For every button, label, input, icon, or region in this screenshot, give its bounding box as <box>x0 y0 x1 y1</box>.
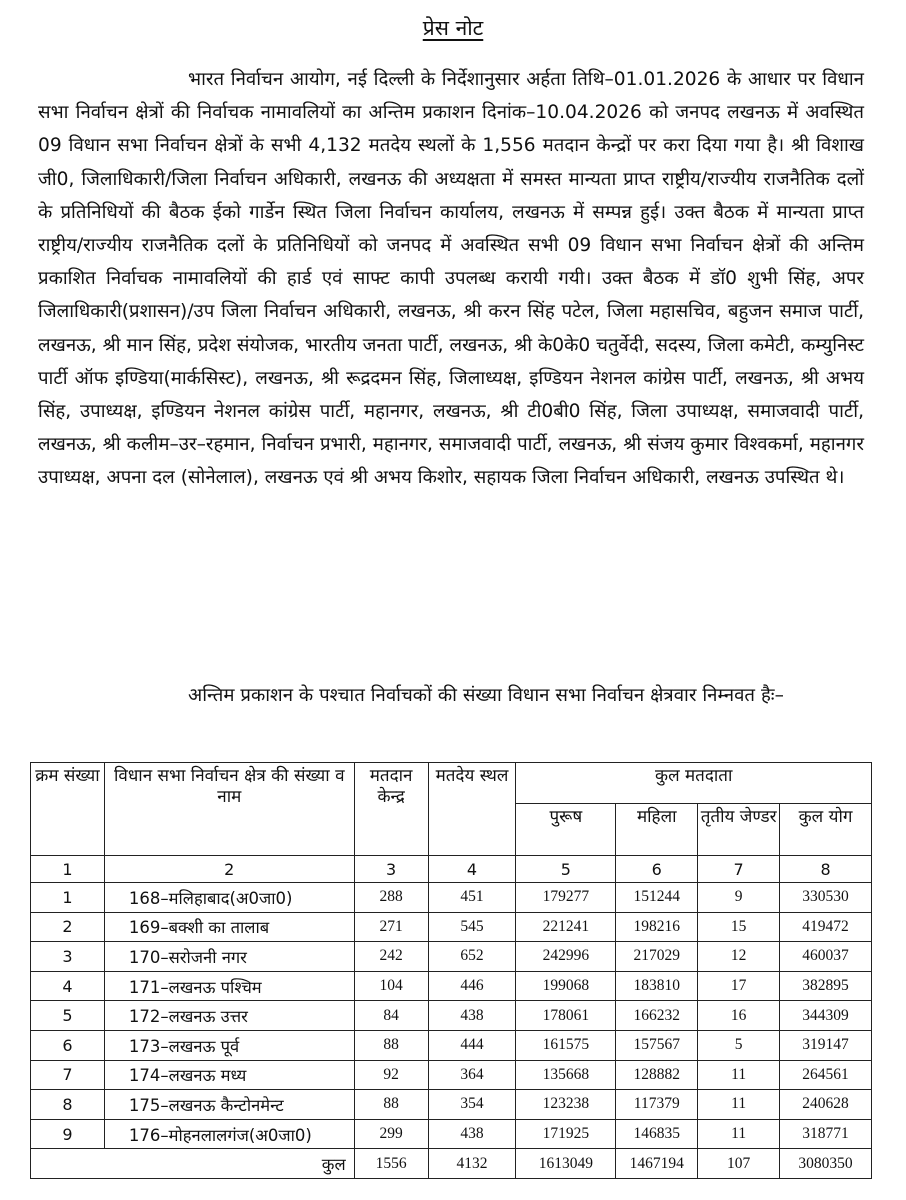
header-grand-total: कुल योग <box>780 804 872 856</box>
cell-female: 146835 <box>616 1119 698 1149</box>
total-female: 1467194 <box>616 1149 698 1179</box>
cell-total: 264561 <box>780 1060 872 1090</box>
column-number: 6 <box>616 856 698 883</box>
cell-total: 382895 <box>780 971 872 1001</box>
cell-female: 157567 <box>616 1030 698 1060</box>
cell-constituency: 173–लखनऊ पूर्व <box>104 1030 354 1060</box>
cell-stations: 652 <box>428 942 516 972</box>
cell-constituency: 168–मलिहाबाद(अ0जा0) <box>104 883 354 913</box>
totals-row <box>31 1149 872 1179</box>
cell-stations: 354 <box>428 1090 516 1120</box>
header-polling-centres: मतदान केन्द्र <box>354 763 428 856</box>
totals-label: कुल <box>31 1149 355 1179</box>
cell-serial: 8 <box>31 1090 105 1120</box>
cell-serial: 1 <box>31 883 105 913</box>
header-serial: क्रम संख्या <box>31 763 105 856</box>
cell-constituency: 172–लखनऊ उत्तर <box>104 1001 354 1031</box>
total-stations: 4132 <box>428 1149 516 1179</box>
column-number: 4 <box>428 856 516 883</box>
cell-constituency: 174–लखनऊ मध्य <box>104 1060 354 1090</box>
cell-male: 135668 <box>516 1060 616 1090</box>
cell-stations: 451 <box>428 883 516 913</box>
cell-male: 123238 <box>516 1090 616 1120</box>
cell-total: 240628 <box>780 1090 872 1120</box>
table-row <box>31 1060 872 1090</box>
cell-male: 242996 <box>516 942 616 972</box>
cell-female: 217029 <box>616 942 698 972</box>
table-row <box>31 1090 872 1120</box>
header-constituency: विधान सभा निर्वाचन क्षेत्र की संख्या व नाम <box>104 763 354 856</box>
total-male: 1613049 <box>516 1149 616 1179</box>
main-paragraph: भारत निर्वाचन आयोग, नई दिल्ली के निर्देशानुसार अर्हता तिथि–01.01.2026 के आधार पर विधान सभा निर्वाचन क्षेत्रों की निर्वाचक नामावलियों का अन्तिम प्रकाशन दिनांक–10.04.2026 को जनपद लखनऊ में अवस्थित 09 विधान सभा निर्वाचन क्षेत्रों के सभी 4,132 मतदेय स्थलों के 1,556 मतदान केन्द्रों पर करा दिया गया है। श्री विशाख जी0, जिलाधिकारी/जिला निर्वाचन अधिकारी, लखनऊ की अध्यक्षता में समस्त मान्यता प्राप्त राष्ट्रीय/राज्यीय राजनैतिक दलों के प्रतिनिधियों की बैठक ईको गार्डेन स्थित जिला निर्वाचन कार्यालय, लखनऊ में सम्पन्न हुई। उक्त बैठक में मान्यता प्राप्त राष्ट्रीय/राज्यीय राजनैतिक दलों के प्रतिनिधियों को जनपद में अवस्थित सभी 09 विधान सभा निर्वाचन क्षेत्रों की अन्तिम प्रकाशित निर्वाचक नामावलियों की हार्ड एवं साफ्ट कापी उपलब्ध करायी गयी। उक्त बैठक में डॉ0 शुभी सिंह, अपर जिलाधिकारी(प्रशासन)/उप जिला निर्वाचन अधिकारी, लखनऊ, श्री करन सिंह पटेल, जिला महासचिव, बहुजन समाज पार्टी, लखनऊ, श्री मान सिंह, प्रदेश संयोजक, भारतीय जनता पार्टी, लखनऊ, श्री के0के0 चतुर्वेदी, सदस्य, जिला कमेटी, कम्युनिस्ट पार्टी ऑफ इण्डिया(मार्कसिस्ट), लखनऊ, श्री रूद्रदमन सिंह, जिलाध्यक्ष, इण्डियन नेशनल कांग्रेस पार्टी, लखनऊ, श्री अभय सिंह, उपाध्यक्ष, इण्डियन नेशनल कांग्रेस पार्टी, महानगर, लखनऊ, श्री टी0बी0 सिंह, जिला उपाध्यक्ष, समाजवादी पार्टी, लखनऊ, श्री कलीम–उर–रहमान, निर्वाचन प्रभारी, महानगर, समाजवादी पार्टी, लखनऊ, श्री संजय कुमार विश्वकर्मा, महानगर उपाध्यक्ष, अपना दल (सोनेलाल), लखनऊ एवं श्री अभय किशोर, सहायक जिला निर्वाचन अधिकारी, लखनऊ उपस्थित थे। <box>38 69 864 489</box>
cell-female: 198216 <box>616 912 698 942</box>
cell-female: 151244 <box>616 883 698 913</box>
header-female: महिला <box>616 804 698 856</box>
cell-constituency: 175–लखनऊ कैन्टोनमेन्ट <box>104 1090 354 1120</box>
cell-stations: 438 <box>428 1001 516 1031</box>
cell-centres: 299 <box>354 1119 428 1149</box>
table-row <box>31 1119 872 1149</box>
cell-female: 183810 <box>616 971 698 1001</box>
table-row <box>31 883 872 913</box>
grand-total: 3080350 <box>780 1149 872 1179</box>
cell-male: 221241 <box>516 912 616 942</box>
column-number-row <box>31 856 872 883</box>
cell-stations: 444 <box>428 1030 516 1060</box>
cell-male: 199068 <box>516 971 616 1001</box>
cell-serial: 3 <box>31 942 105 972</box>
cell-constituency: 171–लखनऊ पश्चिम <box>104 971 354 1001</box>
cell-stations: 438 <box>428 1119 516 1149</box>
cell-serial: 5 <box>31 1001 105 1031</box>
table-row <box>31 1001 872 1031</box>
cell-serial: 7 <box>31 1060 105 1090</box>
header-polling-stations: मतदेय स्थल <box>428 763 516 856</box>
cell-stations: 364 <box>428 1060 516 1090</box>
total-third-gender: 107 <box>698 1149 780 1179</box>
column-number: 7 <box>698 856 780 883</box>
cell-male: 171925 <box>516 1119 616 1149</box>
header-total-voters: कुल मतदाता <box>516 763 872 804</box>
cell-centres: 88 <box>354 1090 428 1120</box>
header-third-gender: तृतीय जेण्डर <box>698 804 780 856</box>
table-row <box>31 942 872 972</box>
cell-centres: 88 <box>354 1030 428 1060</box>
cell-constituency: 170–सरोजनी नगर <box>104 942 354 972</box>
total-centres: 1556 <box>354 1149 428 1179</box>
column-number: 3 <box>354 856 428 883</box>
cell-third-gender: 12 <box>698 942 780 972</box>
cell-male: 178061 <box>516 1001 616 1031</box>
cell-third-gender: 16 <box>698 1001 780 1031</box>
cell-female: 117379 <box>616 1090 698 1120</box>
cell-total: 460037 <box>780 942 872 972</box>
column-number: 8 <box>780 856 872 883</box>
column-number: 2 <box>104 856 354 883</box>
cell-centres: 271 <box>354 912 428 942</box>
cell-total: 319147 <box>780 1030 872 1060</box>
cell-serial: 4 <box>31 971 105 1001</box>
cell-centres: 288 <box>354 883 428 913</box>
cell-female: 166232 <box>616 1001 698 1031</box>
cell-third-gender: 11 <box>698 1060 780 1090</box>
cell-male: 161575 <box>516 1030 616 1060</box>
cell-serial: 2 <box>31 912 105 942</box>
cell-stations: 446 <box>428 971 516 1001</box>
cell-serial: 6 <box>31 1030 105 1060</box>
header-male: पुरूष <box>516 804 616 856</box>
table-row <box>31 1030 872 1060</box>
cell-third-gender: 15 <box>698 912 780 942</box>
column-number: 5 <box>516 856 616 883</box>
cell-third-gender: 5 <box>698 1030 780 1060</box>
cell-total: 318771 <box>780 1119 872 1149</box>
cell-total: 330530 <box>780 883 872 913</box>
page-title: प्रेस नोट <box>422 16 484 40</box>
cell-constituency: 176–मोहनलालगंज(अ0जा0) <box>104 1119 354 1149</box>
cell-stations: 545 <box>428 912 516 942</box>
cell-third-gender: 17 <box>698 971 780 1001</box>
cell-constituency: 169–बक्शी का तालाब <box>104 912 354 942</box>
cell-third-gender: 11 <box>698 1090 780 1120</box>
cell-centres: 242 <box>354 942 428 972</box>
cell-centres: 92 <box>354 1060 428 1090</box>
cell-female: 128882 <box>616 1060 698 1090</box>
cell-total: 344309 <box>780 1001 872 1031</box>
table-row <box>31 971 872 1001</box>
table-intro-paragraph: अन्तिम प्रकाशन के पश्चात निर्वाचकों की संख्या विधान सभा निर्वाचन क्षेत्रवार निम्नवत हैः– <box>188 685 784 706</box>
electors-table <box>30 762 872 1179</box>
cell-centres: 104 <box>354 971 428 1001</box>
cell-total: 419472 <box>780 912 872 942</box>
cell-third-gender: 9 <box>698 883 780 913</box>
column-number: 1 <box>31 856 105 883</box>
cell-serial: 9 <box>31 1119 105 1149</box>
cell-male: 179277 <box>516 883 616 913</box>
cell-centres: 84 <box>354 1001 428 1031</box>
cell-third-gender: 11 <box>698 1119 780 1149</box>
table-row <box>31 912 872 942</box>
